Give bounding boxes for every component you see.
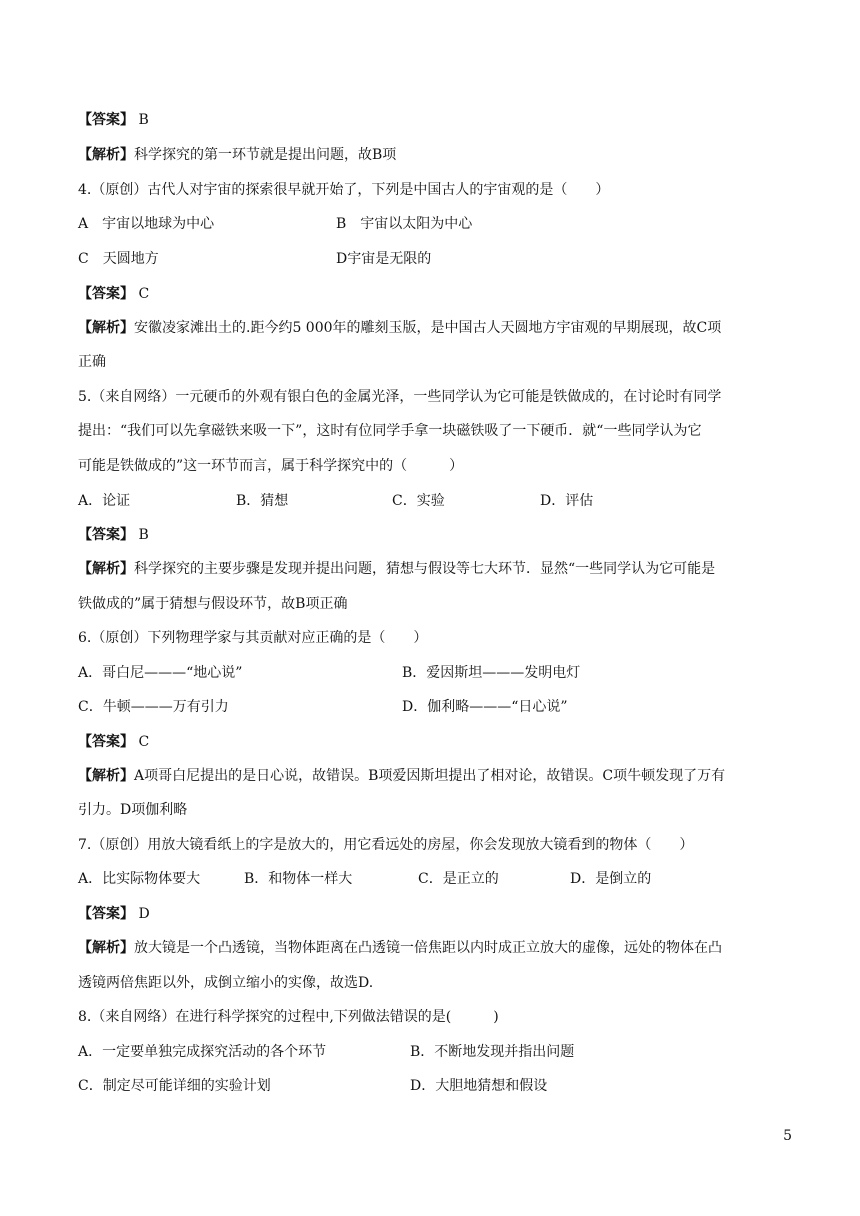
analysis-tag: 【解析】 [78,147,134,163]
q7-option-a: A．比实际物体要大 [78,871,201,887]
q6-option-c: C．牛顿———万有引力 [78,699,229,715]
analysis-line [78,145,396,165]
q5-option-d: D．评估 [540,493,594,509]
analysis-text-cont: 正确 [78,354,106,370]
page-number: 5 [783,1128,792,1144]
analysis-tag: 【解析】 [78,768,134,784]
analysis-text: A项哥白尼提出的是日心说，故错误。B项爱因斯坦提出了相对论，故错误。C项牛顿发现了万有 [134,768,726,784]
q6-option-b: B．爱因斯坦———发明电灯 [402,665,581,681]
answer-tag: 【答案】 [78,527,134,543]
question-7-stem: 7.（原创）用放大镜看纸上的字是放大的，用它看远处的房屋，你会发现放大镜看到的物体（ ） [78,837,694,853]
q8-option-a: A．一定要单独完成探究活动的各个环节 [78,1044,327,1060]
q8-option-c: C．制定尽可能详细的实验计划 [78,1078,271,1094]
analysis-text: 科学探究的主要步骤是发现并提出问题，猜想与假设等七大环节．显然“一些同学认为它可能是 [134,561,716,577]
q4-option-c: C 天圆地方 [78,251,159,267]
answer-value: C [134,286,150,302]
answer-value: B [134,527,149,543]
answer-value: D [134,906,150,922]
analysis-line [78,766,725,786]
question-4-stem: 4.（原创）古代人对宇宙的探索很早就开始了，下列是中国古人的宇宙观的是（ ） [78,182,610,198]
q4-option-b: B 宇宙以太阳为中心 [336,216,473,232]
answer-line [78,110,149,130]
q5-option-a: A．论证 [78,493,131,509]
analysis-line [78,318,721,338]
answer-line [78,525,149,545]
answer-line [78,732,149,752]
analysis-text-cont: 引力。D项伽利略 [78,802,188,818]
q7-option-c: C．是正立的 [418,871,499,887]
analysis-line [78,559,715,579]
analysis-text: 科学探究的第一环节就是提出问题，故B项 [134,147,397,163]
answer-line [78,904,150,924]
answer-tag: 【答案】 [78,286,134,302]
analysis-text: 放大镜是一个凸透镜，当物体距离在凸透镜一倍焦距以内时成正立放大的虚像，远处的物体在凸 [134,940,722,956]
question-5-stem-cont: 可能是铁做成的”这一环节而言，属于科学探究中的（ ） [78,458,464,474]
q7-option-d: D．是倒立的 [570,871,652,887]
q4-option-d: D宇宙是无限的 [336,251,432,267]
answer-tag: 【答案】 [78,734,134,750]
q7-option-b: B．和物体一样大 [244,871,353,887]
q6-option-a: A．哥白尼———“地心说” [78,665,243,681]
analysis-tag: 【解析】 [78,320,134,336]
q6-option-d: D．伽利略———“日心说” [402,699,568,715]
answer-value: B [134,112,149,128]
question-5-stem: 5.（来自网络）一元硬币的外观有银白色的金属光泽，一些同学认为它可能是铁做成的，在讨论时有同学 [78,389,722,405]
q5-option-b: B．猜想 [236,493,289,509]
answer-tag: 【答案】 [78,112,134,128]
question-8-stem: 8.（来自网络）在进行科学探究的过程中,下列做法错误的是( ) [78,1009,499,1025]
analysis-tag: 【解析】 [78,561,134,577]
question-6-stem: 6.（原创）下列物理学家与其贡献对应正确的是（ ） [78,630,428,646]
q8-option-b: B．不断地发现并指出问题 [410,1044,575,1060]
q4-option-a: A 宇宙以地球为中心 [78,216,215,232]
answer-tag: 【答案】 [78,906,134,922]
answer-line [78,284,149,304]
q5-option-c: C．实验 [392,493,445,509]
analysis-line [78,938,722,958]
analysis-text: 安徽凌家滩出土的.距今约5 000年的雕刻玉版，是中国古人天圆地方宇宙观的早期展现，故C项 [134,320,722,336]
q8-option-d: D．大胆地猜想和假设 [410,1078,548,1094]
analysis-text-cont: 铁做成的”属于猜想与假设环节，故B项正确 [78,596,348,612]
answer-value: C [134,734,150,750]
question-5-stem-cont: 提出：“我们可以先拿磁铁来吸一下”，这时有位同学手拿一块磁铁吸了一下硬币．就“一些同学认为它 [78,423,702,439]
analysis-text-cont: 透镜两倍焦距以外，成倒立缩小的实像，故选D. [78,975,374,991]
analysis-tag: 【解析】 [78,940,134,956]
